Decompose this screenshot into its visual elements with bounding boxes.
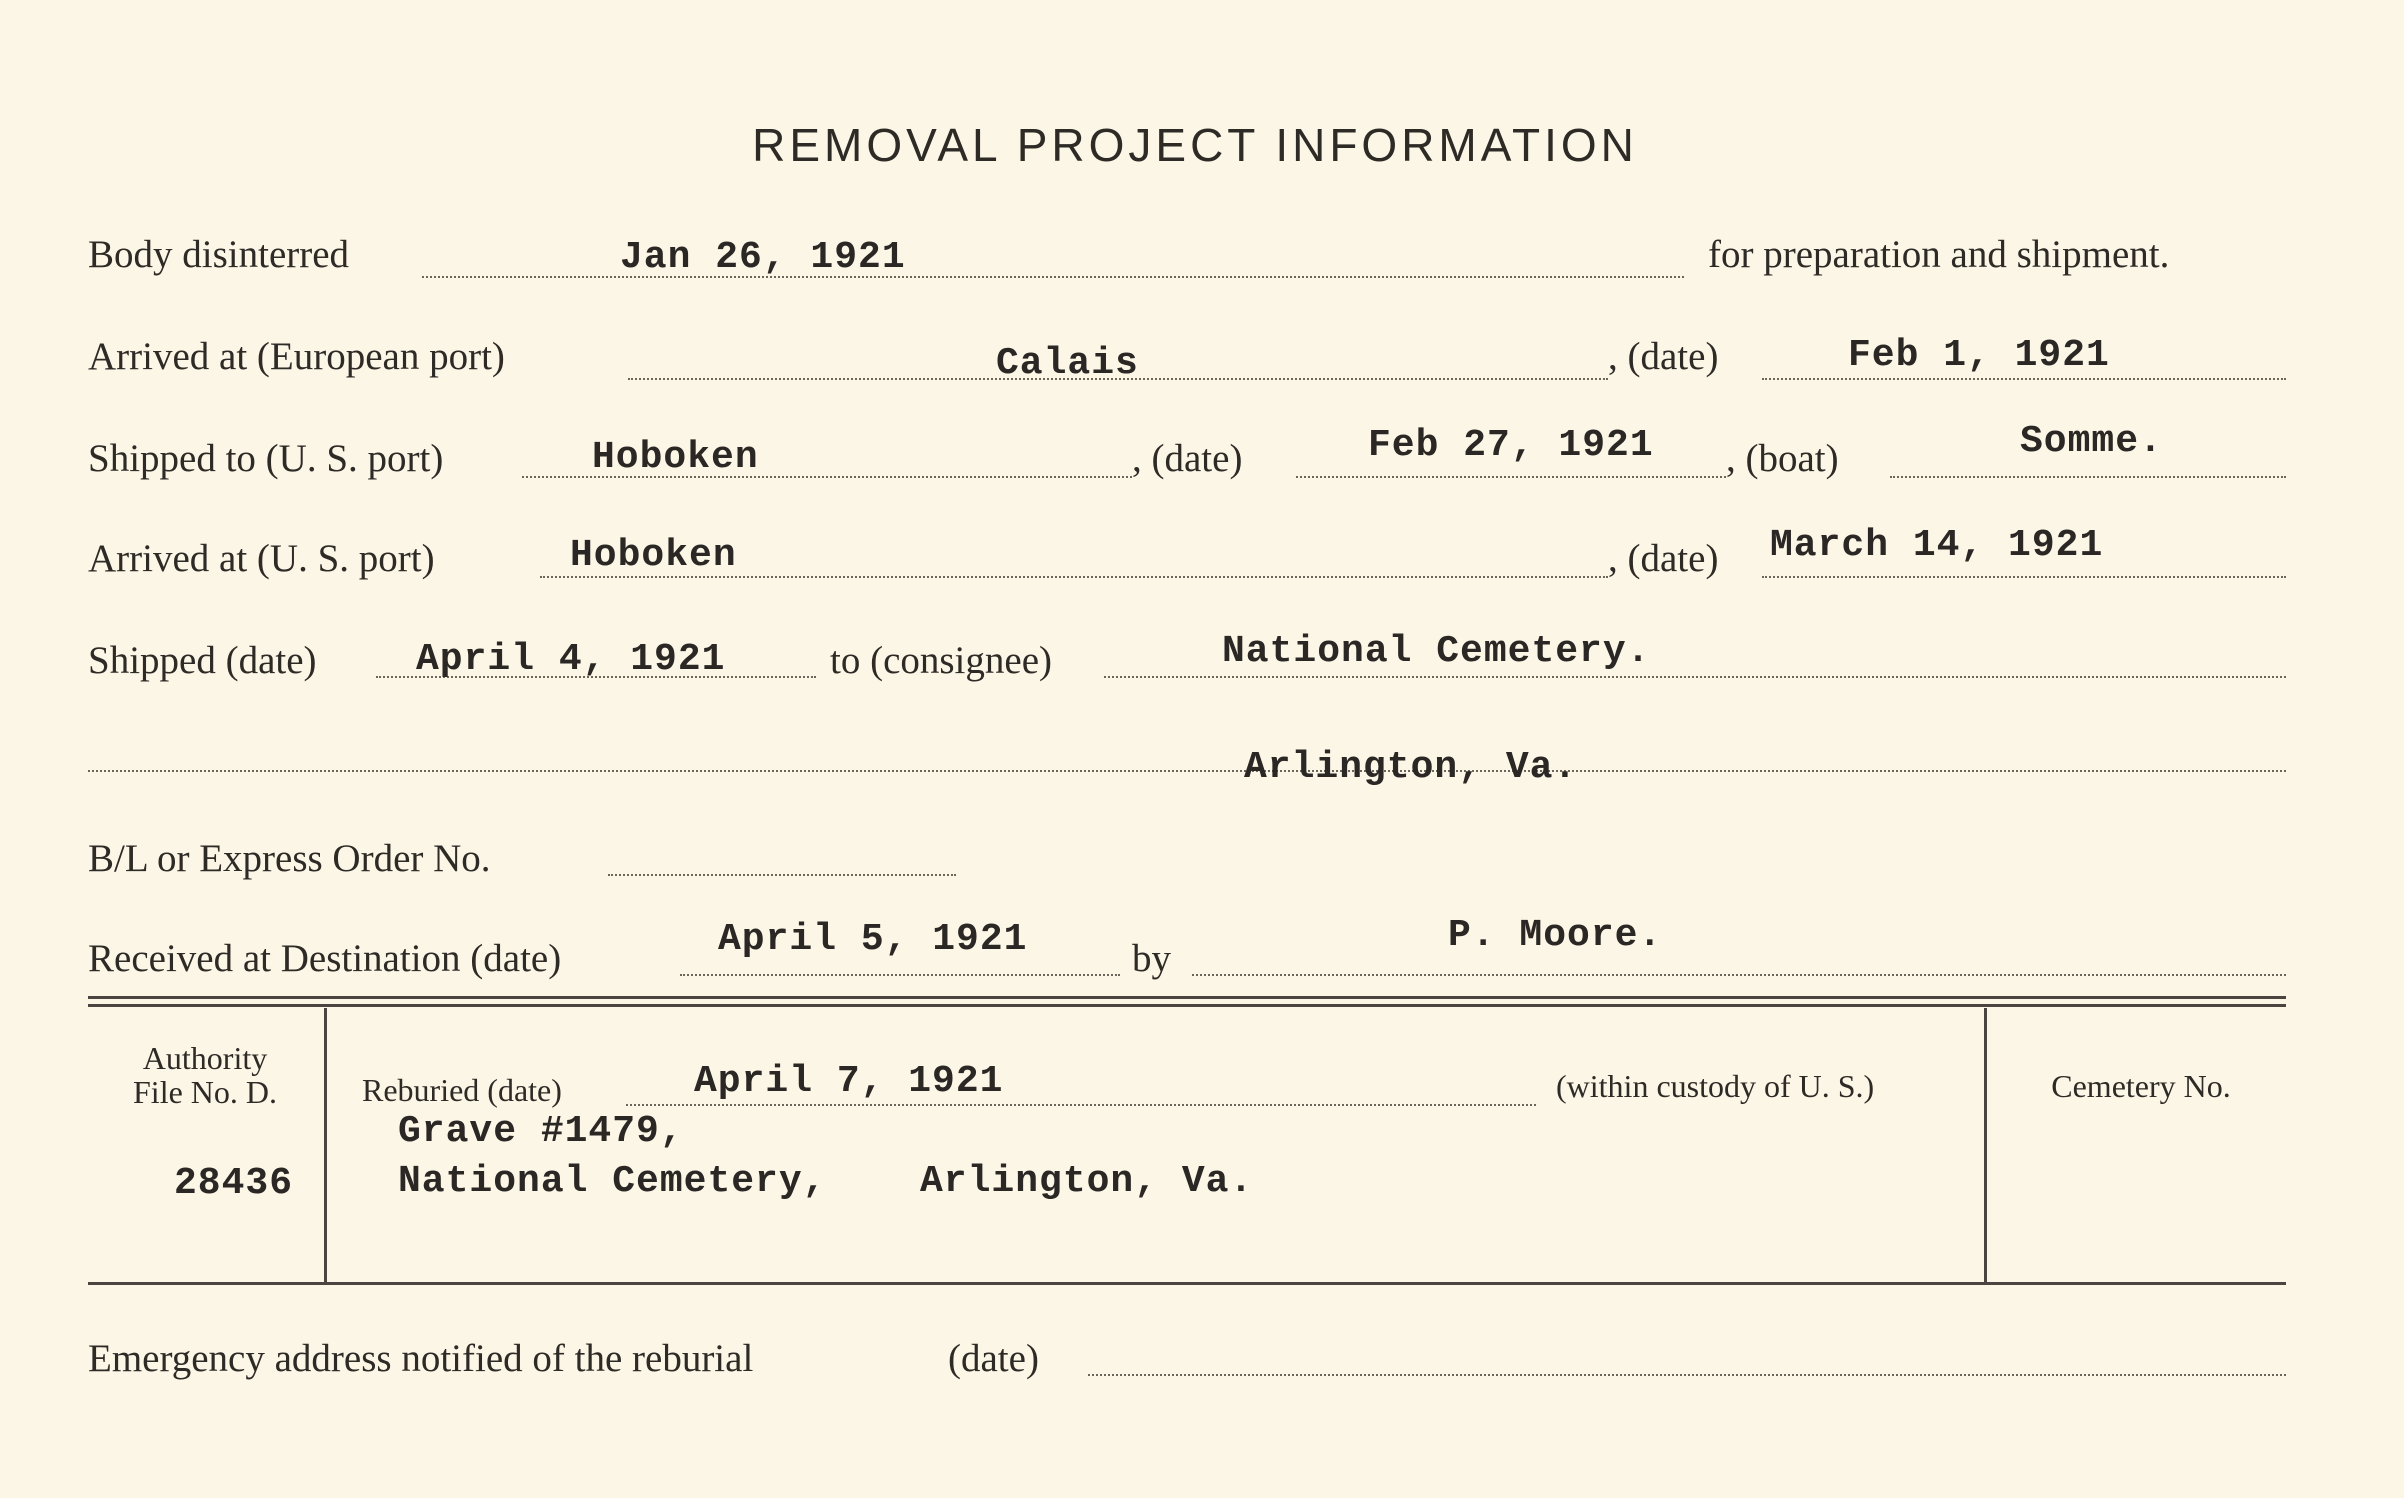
authority-label-line1: Authority (142, 1040, 268, 1076)
shipped-to-us-date: Feb 27, 1921 (1368, 424, 1654, 467)
received-by: P. Moore. (1448, 914, 1663, 957)
arrived-european-date: Feb 1, 1921 (1848, 334, 2110, 377)
shipped-to-us-boat: Somme. (2020, 420, 2163, 463)
consignee-continuation-line (88, 770, 2286, 772)
reburied-custody-note: (within custody of U. S.) (1556, 1068, 1875, 1104)
section-box-bottom (88, 1282, 2286, 1285)
shipped-consignee-label: to (consignee) (830, 639, 1053, 682)
arrived-european-date-line (1762, 378, 2286, 380)
shipped-to-us-port: Hoboken (592, 436, 759, 479)
arrived-us-date-label: , (date) (1608, 537, 1719, 580)
received-by-label: by (1132, 937, 1171, 980)
received-date-line (680, 974, 1120, 976)
card-title: REMOVAL PROJECT INFORMATION (752, 119, 1638, 171)
body-disinterred-line (422, 276, 1684, 278)
section-divider-top (88, 996, 2286, 999)
authority-file-number: 28436 (174, 1162, 294, 1205)
shipped-to-us-boat-line (1890, 476, 2286, 478)
reburied-date: April 7, 1921 (694, 1060, 1004, 1103)
arrived-european-date-label: , (date) (1608, 335, 1719, 378)
emergency-date-line (1088, 1374, 2286, 1376)
bl-express-label: B/L or Express Order No. (88, 837, 491, 880)
received-by-line (1192, 974, 2286, 976)
emergency-label: Emergency address notified of the reburial (88, 1337, 754, 1380)
arrived-us-date: March 14, 1921 (1770, 524, 2104, 567)
reburied-grave: Grave #1479, (398, 1110, 684, 1153)
shipped-consignee-line2: Arlington, Va. (1244, 746, 1578, 789)
authority-label-line2: File No. D. (133, 1074, 277, 1110)
reburied-label: Reburied (date) (362, 1072, 562, 1108)
shipped-to-us-date-label: , (date) (1132, 437, 1243, 480)
cemetery-no-label: Cemetery No. (2051, 1068, 2231, 1104)
shipped-date: April 4, 1921 (416, 638, 726, 681)
section-divider-bottom (88, 1004, 2286, 1007)
arrived-us-date-line (1762, 576, 2286, 578)
bl-express-line (608, 874, 956, 876)
cemetery-column-divider (1984, 1008, 1987, 1282)
shipped-to-us-boat-label: , (boat) (1726, 437, 1839, 480)
shipped-to-us-date-line (1296, 476, 1726, 478)
body-disinterred-label: Body disinterred (88, 233, 350, 276)
arrived-european-label: Arrived at (European port) (88, 335, 505, 378)
body-disinterred-suffix: for preparation and shipment. (1708, 233, 2170, 276)
received-label: Received at Destination (date) (88, 937, 562, 980)
authority-column-divider (324, 1008, 327, 1282)
shipped-to-us-label: Shipped to (U. S. port) (88, 437, 444, 480)
reburied-cemetery: National Cemetery, (398, 1160, 827, 1203)
received-date: April 5, 1921 (718, 918, 1028, 961)
arrived-us-port: Hoboken (570, 534, 737, 577)
shipped-date-label: Shipped (date) (88, 639, 317, 682)
reburied-date-line (626, 1104, 1536, 1106)
arrived-us-label: Arrived at (U. S. port) (88, 537, 435, 580)
emergency-date-label: (date) (948, 1337, 1039, 1380)
shipped-consignee-line (1104, 676, 2286, 678)
reburied-place: Arlington, Va. (920, 1160, 1254, 1203)
shipped-consignee: National Cemetery. (1222, 630, 1651, 673)
arrived-european-port: Calais (996, 342, 1139, 385)
body-disinterred-value: Jan 26, 1921 (620, 236, 906, 279)
